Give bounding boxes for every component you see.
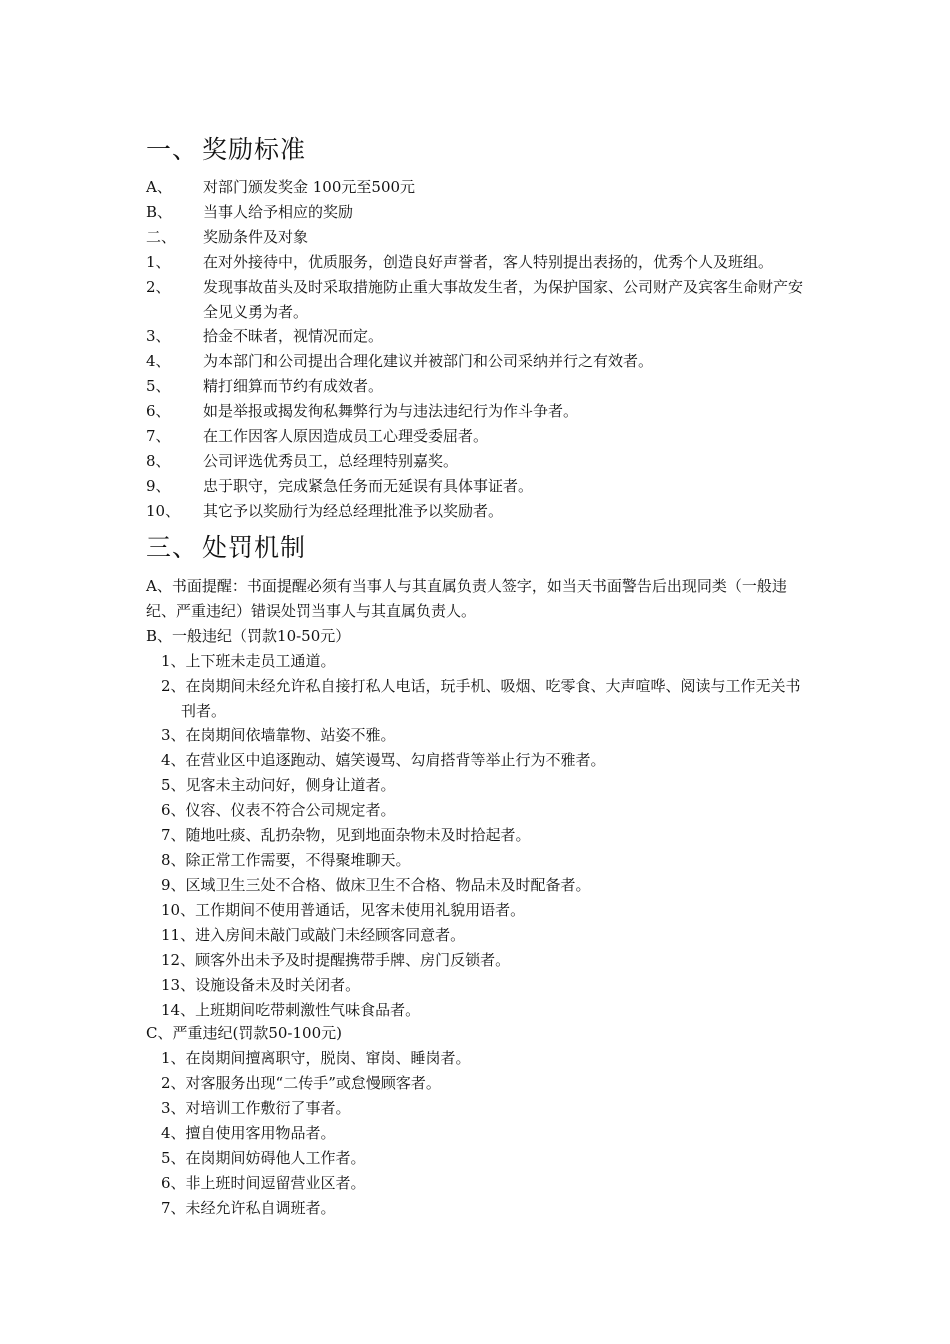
list-item: 4、在营业区中追逐跑动、嬉笑谩骂、勾肩搭背等举止行为不雅者。 bbox=[161, 751, 606, 769]
heading-text: 奖励标准 bbox=[202, 135, 307, 164]
item-number: A、 bbox=[146, 178, 172, 196]
item-text: 为本部门和公司提出合理化建议并被部门和公司采纳并行之有效者。 bbox=[203, 352, 654, 370]
item-number: 1、 bbox=[146, 253, 171, 271]
item-text: 忠于职守，完成紧急任务而无延误有具体事证者。 bbox=[203, 477, 534, 495]
list-item: 11、进入房间未敲门或敲门未经顾客同意者。 bbox=[161, 926, 466, 944]
list-item: 2、对客服务出现“二传手”或怠慢顾客者。 bbox=[161, 1074, 441, 1092]
item-number: 5、 bbox=[146, 377, 171, 395]
item-number: 8、 bbox=[146, 452, 171, 470]
item-number: 二、 bbox=[146, 228, 177, 246]
serious-violation-title: C、严重违纪(罚款50-100元) bbox=[146, 1024, 342, 1042]
list-item: 5、见客未主动问好，侧身让道者。 bbox=[161, 776, 396, 794]
item-number: 7、 bbox=[146, 427, 171, 445]
item-number: 10、 bbox=[146, 502, 181, 520]
section-heading-reward-standard bbox=[146, 134, 306, 166]
list-item: 1、上下班未走员工通道。 bbox=[161, 652, 336, 670]
heading-number: 一、 bbox=[146, 135, 199, 164]
list-item: 5、在岗期间妨碍他人工作者。 bbox=[161, 1149, 366, 1167]
item-text: 如是举报或揭发徇私舞弊行为与违法违纪行为作斗争者。 bbox=[203, 402, 579, 420]
item-text: 当事人给予相应的奖励 bbox=[203, 203, 354, 221]
list-item bbox=[146, 275, 816, 325]
list-item: 7、随地吐痰、乱扔杂物，见到地面杂物未及时拾起者。 bbox=[161, 826, 531, 844]
item-text: 在对外接待中，优质服务，创造良好声誉者，客人特别提出表扬的，优秀个人及班组。 bbox=[203, 253, 774, 271]
item-number: 2、 bbox=[146, 278, 171, 296]
item-number: 3、 bbox=[146, 327, 171, 345]
item-text: 其它予以奖励行为经总经理批准予以奖励者。 bbox=[203, 502, 504, 520]
list-item: 9、区域卫生三处不合格、做床卫生不合格、物品未及时配备者。 bbox=[161, 876, 591, 894]
list-item: 7、未经允许私自调班者。 bbox=[161, 1199, 336, 1217]
item-number: B、 bbox=[146, 203, 173, 221]
item-text: 拾金不昧者，视情况而定。 bbox=[203, 327, 384, 345]
list-item: 6、仪容、仪表不符合公司规定者。 bbox=[161, 801, 396, 819]
list-item: 10、工作期间不使用普通话，见客未使用礼貌用语者。 bbox=[161, 901, 526, 919]
list-item: 4、擅自使用客用物品者。 bbox=[161, 1124, 336, 1142]
item-number: 6、 bbox=[146, 402, 171, 420]
list-item: 3、对培训工作敷衍了事者。 bbox=[161, 1099, 351, 1117]
section-heading-penalty-mechanism bbox=[146, 532, 306, 564]
item-text: 发现事故苗头及时采取措施防止重大事故发生者，为保护国家、公司财产及宾客生命财产安全见义勇为者。 bbox=[203, 278, 804, 321]
list-item: 6、非上班时间逗留营业区者。 bbox=[161, 1174, 366, 1192]
item-number: 4、 bbox=[146, 352, 171, 370]
item-text: 在工作因客人原因造成员工心理受委屈者。 bbox=[203, 427, 489, 445]
list-item: 2、在岗期间未经允许私自接打私人电话，玩手机、吸烟、吃零食、大声喧哗、阅读与工作无关书刊者。 bbox=[161, 677, 801, 720]
list-item: 3、在岗期间依墙靠物、站姿不雅。 bbox=[161, 726, 396, 744]
item-text: 奖励条件及对象 bbox=[203, 228, 309, 246]
item-text: 对部门颁发奖金 100元至500元 bbox=[203, 178, 416, 196]
list-item: 12、顾客外出未予及时提醒携带手牌、房门反锁者。 bbox=[161, 951, 511, 969]
item-text: 精打细算而节约有成效者。 bbox=[203, 377, 384, 395]
heading-text: 处罚机制 bbox=[202, 533, 307, 562]
written-warning-paragraph: A、书面提醒：书面提醒必须有当事人与其直属负责人签字，如当天书面警告后出现同类（一般违纪、严重违纪）错误处罚当事人与其直属负责人。 bbox=[146, 577, 787, 620]
general-violation-title: B、一般违纪（罚款10-50元） bbox=[146, 627, 351, 645]
heading-number: 三、 bbox=[146, 533, 199, 562]
list-item: 14、上班期间吃带刺激性气味食品者。 bbox=[161, 1001, 421, 1019]
list-item: 8、除正常工作需要，不得聚堆聊天。 bbox=[161, 851, 411, 869]
item-text: 公司评选优秀员工，总经理特别嘉奖。 bbox=[203, 452, 459, 470]
list-item: 1、在岗期间擅离职守，脱岗、窜岗、睡岗者。 bbox=[161, 1049, 471, 1067]
item-number: 9、 bbox=[146, 477, 171, 495]
list-item: 13、设施设备未及时关闭者。 bbox=[161, 976, 361, 994]
